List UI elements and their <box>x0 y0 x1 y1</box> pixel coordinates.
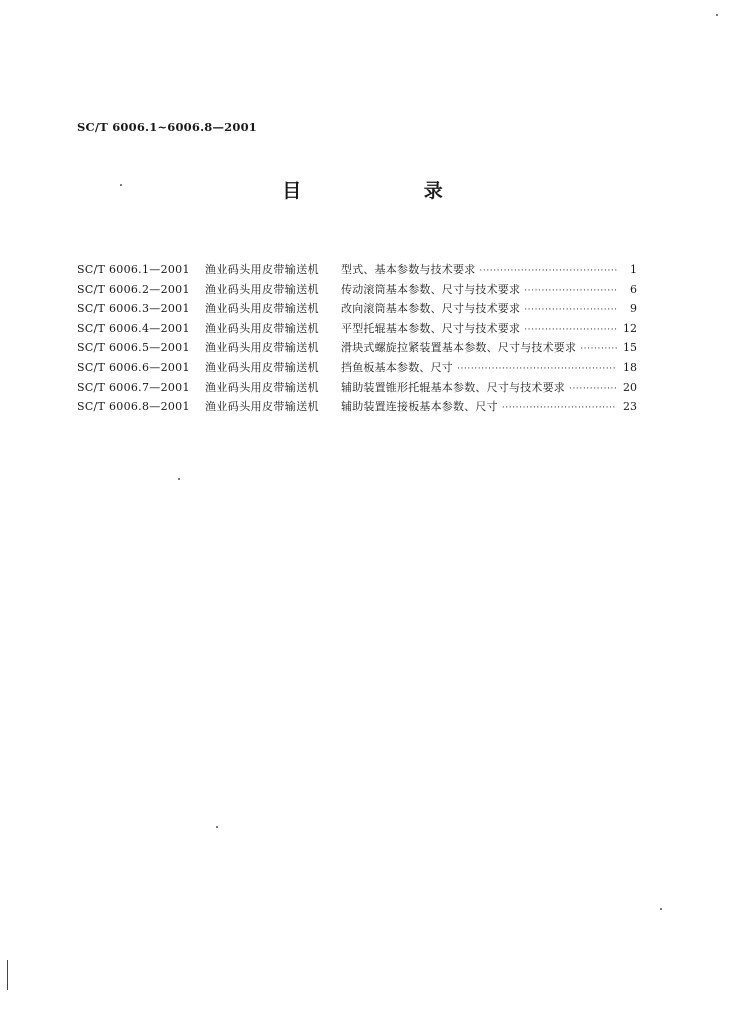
scan-speck <box>178 478 180 480</box>
toc-entry-title: 挡鱼板基本参数、尺寸 <box>341 360 453 374</box>
toc-entry-page: 18 <box>623 360 637 374</box>
toc-dot-leader <box>524 302 617 315</box>
scan-speck <box>716 14 718 16</box>
toc-dot-leader <box>524 283 617 296</box>
toc-entry-series: 渔业码头用皮带输送机 <box>205 321 319 335</box>
toc-entry-page: 15 <box>623 341 637 355</box>
toc-entry-code: SC/T 6006.5—2001 <box>77 341 190 355</box>
toc-entry-title: 型式、基本参数与技术要求 <box>341 263 476 276</box>
toc-entry-title: 传动滚筒基本参数、尺寸与技术要求 <box>341 282 521 296</box>
toc-entry-code: SC/T 6006.4—2001 <box>77 321 190 335</box>
toc-entry-code: SC/T 6006.1—2001 <box>77 263 190 276</box>
toc-dot-leader <box>569 381 617 394</box>
toc-entry-series: 渔业码头用皮带输送机 <box>205 341 319 355</box>
table-of-contents <box>77 261 637 418</box>
toc-entry-series: 渔业码头用皮带输送机 <box>205 263 319 276</box>
toc-dot-leader <box>479 263 617 276</box>
toc-entry[interactable] <box>77 261 637 281</box>
toc-entry-series: 渔业码头用皮带输送机 <box>205 302 319 316</box>
toc-entry-code: SC/T 6006.8—2001 <box>77 400 190 414</box>
toc-entry-page: 9 <box>630 302 637 316</box>
toc-entry-series: 渔业码头用皮带输送机 <box>205 360 319 374</box>
toc-entry-code: SC/T 6006.7—2001 <box>77 380 190 394</box>
toc-entry[interactable] <box>77 359 637 379</box>
toc-entry-page: 20 <box>623 380 637 394</box>
toc-entry[interactable] <box>77 379 637 399</box>
toc-dot-leader <box>524 322 617 335</box>
toc-entry-title: 滑块式螺旋拉紧装置基本参数、尺寸与技术要求 <box>341 341 577 355</box>
toc-entry-page: 6 <box>630 282 637 296</box>
toc-entry-code: SC/T 6006.3—2001 <box>77 302 190 316</box>
toc-entry-series: 渔业码头用皮带输送机 <box>205 282 319 296</box>
toc-dot-leader <box>457 361 617 374</box>
toc-entry-title: 辅助装置连接板基本参数、尺寸 <box>341 400 498 414</box>
toc-entry-series: 渔业码头用皮带输送机 <box>205 400 319 414</box>
scan-speck <box>120 184 122 186</box>
toc-entry-page: 12 <box>623 321 637 335</box>
toc-entry-title: 平型托辊基本参数、尺寸与技术要求 <box>341 321 521 335</box>
toc-entry-page: 23 <box>623 400 637 414</box>
toc-entry[interactable] <box>77 339 637 359</box>
toc-entry[interactable] <box>77 320 637 340</box>
header-standard-code: SC/T 6006.1~6006.8—2001 <box>77 120 257 134</box>
page-title: 目 录 <box>282 180 501 202</box>
toc-entry[interactable] <box>77 398 637 418</box>
toc-entry-title: 改向滚筒基本参数、尺寸与技术要求 <box>341 302 521 316</box>
toc-entry-title: 辅助装置锥形托辊基本参数、尺寸与技术要求 <box>341 380 565 394</box>
toc-entry-code: SC/T 6006.2—2001 <box>77 282 190 296</box>
toc-entry[interactable] <box>77 300 637 320</box>
toc-dot-leader <box>502 400 617 413</box>
toc-entry[interactable] <box>77 281 637 301</box>
scan-speck <box>216 826 218 828</box>
toc-entry-page: 1 <box>630 263 637 276</box>
toc-entry-code: SC/T 6006.6—2001 <box>77 360 190 374</box>
scan-speck <box>660 908 662 910</box>
toc-entry-series: 渔业码头用皮带输送机 <box>205 380 319 394</box>
toc-dot-leader <box>580 341 617 354</box>
scan-edge-mark <box>7 960 8 990</box>
